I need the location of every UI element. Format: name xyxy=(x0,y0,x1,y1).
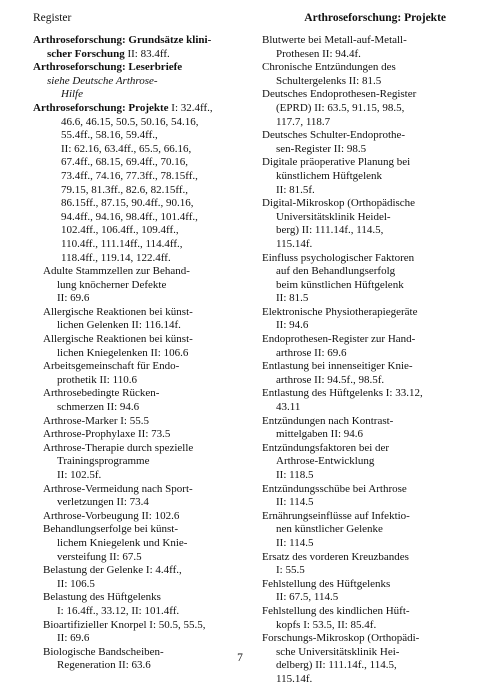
index-locator-line: 46.6, 46.15, 50.5, 50.16, 54.16, xyxy=(61,115,199,128)
index-subentry-line: Arbeitsgemeinschaft für Endo- xyxy=(43,360,180,373)
index-entry xyxy=(33,510,241,524)
index-entry xyxy=(262,483,452,510)
index-subentry-continuation: II: 81.5f. xyxy=(276,183,315,196)
index-subentry-line: Belastung der Gelenke I: 4.4ff., xyxy=(43,564,182,577)
index-subentry-continuation: II: 81.5 xyxy=(276,292,309,305)
index-locator-line: 55.4ff., 58.16, 59.4ff., xyxy=(61,129,158,142)
index-subentry-line: Digitale präoperative Planung bei xyxy=(262,156,411,169)
index-subentry-continuation: II: 69.6 xyxy=(57,632,90,645)
running-header-left: Register xyxy=(33,12,72,24)
index-subentry-continuation: I: 55.5 xyxy=(276,564,305,577)
page-number: 7 xyxy=(237,652,243,664)
index-entry xyxy=(262,156,452,197)
index-entry xyxy=(33,387,241,414)
index-column-right xyxy=(262,34,452,687)
index-entry xyxy=(33,48,241,62)
index-entry xyxy=(33,306,241,333)
index-subentry-continuation: versteifung II: 67.5 xyxy=(57,550,142,563)
index-entry xyxy=(33,360,241,387)
index-subentry-line: Digital-Mikroskop (Orthopädische xyxy=(262,197,416,210)
index-subentry-continuation: sche Universitätsklinik Hei- xyxy=(276,645,400,658)
index-heading-line xyxy=(33,102,241,116)
index-subentry-line: Fehlstellung des kindlichen Hüft- xyxy=(262,604,410,617)
index-entry xyxy=(33,116,241,266)
index-entry xyxy=(33,61,241,75)
index-locator-line: 73.4ff., 74.16, 77.3ff., 78.15ff., xyxy=(61,169,198,182)
index-subentry-line: Belastung des Hüftgelenks xyxy=(43,591,161,604)
index-entry xyxy=(262,252,452,306)
index-subentry-line: Arthrose-Therapie durch spezielle xyxy=(43,441,194,454)
index-subentry-line: Bioartifizieller Knorpel I: 50.5, 55.5, xyxy=(43,618,206,631)
index-locator-line: 94.4ff., 94.16, 98.4ff., 101.4ff., xyxy=(61,210,198,223)
index-subentry-continuation: II: 118.5 xyxy=(276,469,314,481)
index-subentry-line: Entzündungsschübe bei Arthrose xyxy=(262,482,407,495)
index-subentry-continuation: schmerzen II: 94.6 xyxy=(57,401,140,414)
index-subentry-line: Elektronische Physiotherapiegeräte xyxy=(262,305,418,318)
index-subentry-continuation: mittelgaben II: 94.6 xyxy=(276,428,364,441)
index-entry xyxy=(33,34,241,48)
index-subentry-continuation: Universitätsklinik Heidel- xyxy=(276,210,391,223)
index-locator-line: 86.15ff., 87.15, 90.4ff., 90.16, xyxy=(61,197,194,210)
index-entry xyxy=(33,442,241,483)
index-entry xyxy=(262,605,452,632)
index-heading-line xyxy=(33,61,241,75)
index-subentry-line: Forschungs-Mikroskop (Orthopädi- xyxy=(262,632,420,645)
index-subentry-continuation: Arthrose-Entwicklung xyxy=(276,455,375,468)
index-subentry-continuation: delberg) II: 111.14f., 114.5, xyxy=(276,659,397,672)
index-subentry-continuation: II: 114.5 xyxy=(276,496,314,509)
index-subentry-line: Arthrose-Vermeidung nach Sport- xyxy=(43,482,193,495)
index-subentry-continuation: II: 94.6 xyxy=(276,319,309,332)
index-locator-line: II: 62.16, 63.4ff., 65.5, 66.16, xyxy=(61,142,192,155)
index-entry xyxy=(262,551,452,578)
index-entry xyxy=(33,523,241,564)
index-subentry-continuation: kopfs I: 53.5, II: 85.4f. xyxy=(276,618,377,631)
index-entry xyxy=(33,415,241,429)
index-subentry-continuation: prothetik II: 110.6 xyxy=(57,373,137,386)
index-subentry-line: Biologische Bandscheiben- xyxy=(43,645,164,658)
index-subentry-line: Arthrose-Vorbeugung II: 102.6 xyxy=(43,509,180,522)
index-subentry-line: Ersatz des vorderen Kreuzbandes xyxy=(262,550,409,563)
index-subentry-continuation: 117.7, 118.7 xyxy=(276,115,331,128)
index-subentry-continuation: nen künstlicher Gelenke xyxy=(276,523,383,536)
index-entry xyxy=(262,129,452,156)
index-subentry-continuation: (EPRD) II: 63.5, 91.15, 98.5, xyxy=(276,101,405,114)
index-heading-text: scher Forschung xyxy=(47,47,125,60)
index-entry xyxy=(33,564,241,591)
index-subentry-continuation: II: 106.5 xyxy=(57,577,95,590)
index-crossref-line: siehe Deutsche Arthrose- xyxy=(47,74,158,87)
index-subentry-line: Entzündungen nach Kontrast- xyxy=(262,414,394,427)
index-subentry-continuation: Regeneration II: 63.6 xyxy=(57,659,151,672)
index-subentry-continuation: 115.14f. xyxy=(276,237,313,250)
index-subentry-line: Deutsches Schulter-Endoprothe- xyxy=(262,129,406,142)
index-subentry-line: Allergische Reaktionen bei künst- xyxy=(43,305,193,318)
index-subentry-continuation: II: 114.5 xyxy=(276,536,314,549)
index-entry xyxy=(262,510,452,551)
index-entry xyxy=(33,483,241,510)
index-entry xyxy=(262,197,452,251)
index-entry xyxy=(33,333,241,360)
index-subentry-continuation: berg) II: 111.14f., 114.5, xyxy=(276,224,384,237)
index-subentry-line: Allergische Reaktionen bei künst- xyxy=(43,333,193,346)
index-locator-line: 118.4ff., 119.14, 122.4ff. xyxy=(61,251,171,264)
index-subentry-line: Arthrosebedingte Rücken- xyxy=(43,387,160,400)
index-locator-text: I: 32.4ff., xyxy=(168,101,213,114)
index-subentry-line: Entzündungsfaktoren bei der xyxy=(262,441,390,454)
index-subentry-continuation: II: 67.5, 114.5 xyxy=(276,591,339,604)
index-subentry-line: Arthrose-Prophylaxe II: 73.5 xyxy=(43,428,171,441)
index-entry xyxy=(262,333,452,360)
index-subentry-continuation: I: 16.4ff., 33.12, II: 101.4ff. xyxy=(57,604,180,617)
index-subentry-line: Ernährungseinflüsse auf Infektio- xyxy=(262,509,410,522)
index-entry xyxy=(262,387,452,414)
index-subentry-line: Deutsches Endoprothesen-Register xyxy=(262,88,417,101)
index-heading-line xyxy=(33,48,241,62)
index-subentry-continuation: 115.14f. xyxy=(276,672,313,685)
index-entry xyxy=(262,578,452,605)
index-subentry-line: Fehlstellung des Hüftgelenks xyxy=(262,577,391,590)
index-subentry-continuation: arthrose II: 94.5f., 98.5f. xyxy=(276,373,385,386)
index-subentry-line: Behandlungserfolge bei künst- xyxy=(43,523,179,536)
index-entry xyxy=(262,415,452,442)
index-entry xyxy=(33,75,241,102)
index-heading-line xyxy=(33,34,241,48)
index-entry xyxy=(33,428,241,442)
index-subentry-continuation: lung knöcherner Defekte xyxy=(57,278,167,291)
index-entry xyxy=(33,619,241,646)
index-locator-line: 102.4ff., 106.4ff., 109.4ff., xyxy=(61,224,179,237)
index-locator-text: II: 83.4ff. xyxy=(124,47,170,60)
index-subentry-continuation: arthrose II: 69.6 xyxy=(276,346,347,359)
index-subentry-continuation: Schultergelenks II: 81.5 xyxy=(276,74,382,87)
index-crossref-line: Hilfe xyxy=(61,88,83,101)
index-heading-text: Arthroseforschung: Projekte xyxy=(33,101,169,114)
index-subentry-continuation: II: 102.5f. xyxy=(57,469,102,481)
index-subentry-line: Arthrose-Marker I: 55.5 xyxy=(43,414,149,427)
index-entry xyxy=(262,360,452,387)
index-subentry-continuation: lichen Gelenken II: 116.14f. xyxy=(57,319,181,332)
index-subentry-continuation: lichem Kniegelenk und Knie- xyxy=(57,536,188,549)
index-subentry-continuation: verletzungen II: 73.4 xyxy=(57,496,149,509)
index-subentry-continuation: lichen Kniegelenken II: 106.6 xyxy=(57,346,189,359)
index-entry xyxy=(262,61,452,88)
index-entry xyxy=(33,265,241,306)
index-entry xyxy=(33,102,241,116)
index-subentry-continuation: 43.11 xyxy=(276,401,301,414)
index-locator-line: 67.4ff., 68.15, 69.4ff., 70.16, xyxy=(61,156,189,169)
index-locator-line: 110.4ff., 111.14ff., 114.4ff., xyxy=(61,237,183,250)
index-subentry-continuation: beim künstlichen Hüftgelenk xyxy=(276,278,404,291)
running-header-right: Arthroseforschung: Projekte xyxy=(304,12,446,24)
index-subentry-line: Einfluss psychologischer Faktoren xyxy=(262,251,415,264)
index-subentry-line: Endoprothesen-Register zur Hand- xyxy=(262,333,416,346)
index-subentry-line: Blutwerte bei Metall-auf-Metall- xyxy=(262,34,407,46)
index-heading-text: Arthroseforschung: Grundsätze klini- xyxy=(33,34,212,46)
index-subentry-line: Entlastung bei innenseitiger Knie- xyxy=(262,360,413,373)
index-subentry-continuation: auf den Behandlungserfolg xyxy=(276,265,396,278)
index-locator-line: 79.15, 81.3ff., 82.6, 82.15ff., xyxy=(61,183,189,196)
index-subentry-line: Adulte Stammzellen zur Behand- xyxy=(43,265,190,278)
index-entry xyxy=(33,591,241,618)
index-column-left xyxy=(33,34,241,673)
index-subentry-continuation: sen-Register II: 98.5 xyxy=(276,142,367,155)
index-subentry-continuation: Prothesen II: 94.4f. xyxy=(276,47,361,60)
index-entry xyxy=(262,88,452,129)
index-heading-text: Arthroseforschung: Leserbriefe xyxy=(33,61,183,74)
index-subentry-continuation: II: 69.6 xyxy=(57,292,90,305)
index-subentry-line: Chronische Entzündungen des xyxy=(262,61,396,74)
index-entry xyxy=(262,442,452,483)
index-entry xyxy=(262,34,452,61)
index-subentry-line: Entlastung des Hüftgelenks I: 33.12, xyxy=(262,387,423,400)
index-subentry-continuation: Trainingsprogramme xyxy=(57,455,150,468)
index-subentry-continuation: künstlichem Hüftgelenk xyxy=(276,169,383,182)
index-entry xyxy=(262,306,452,333)
